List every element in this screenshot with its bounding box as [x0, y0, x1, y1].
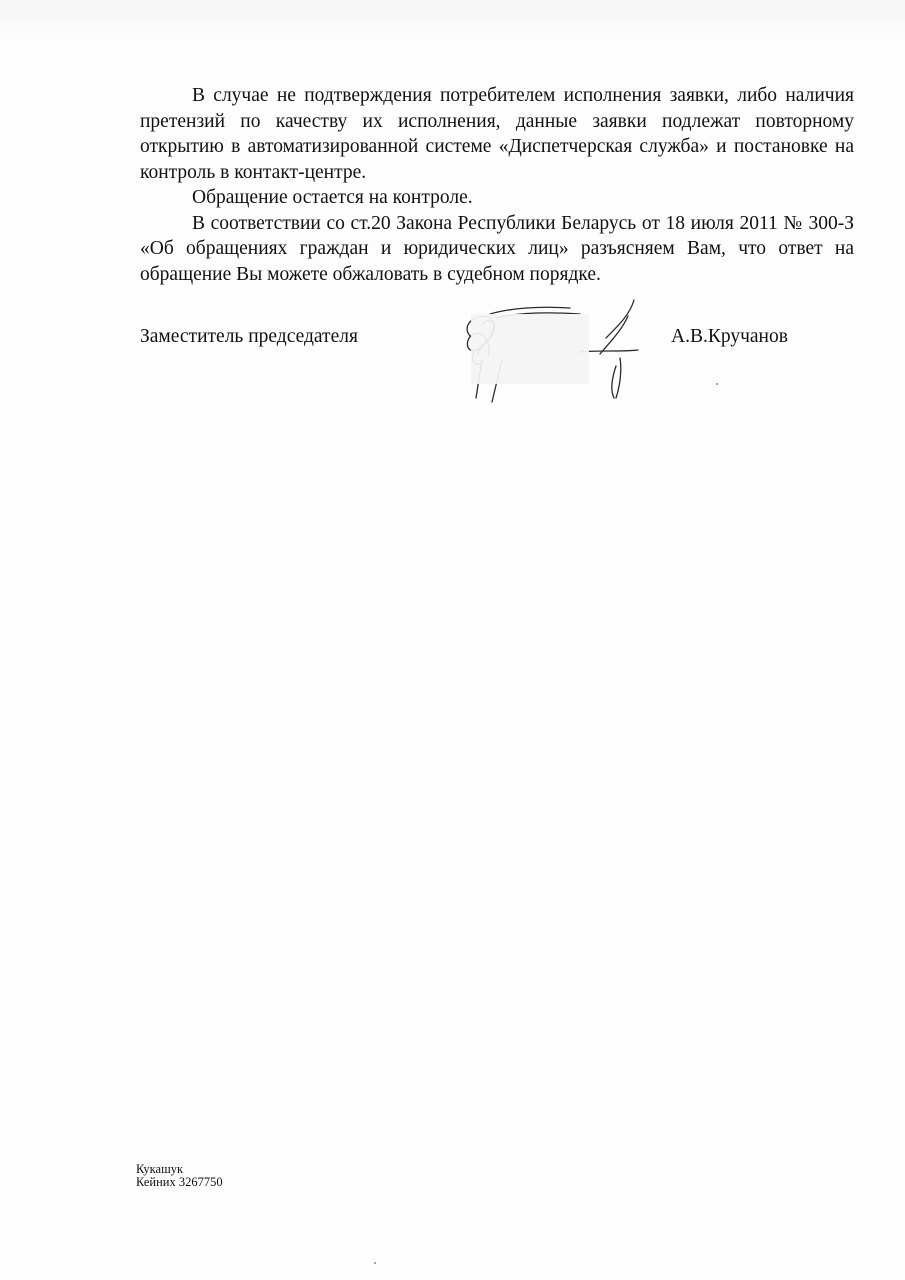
paragraph-appeal-rights: В соответствии со ст.20 Закона Республики Беларусь от 18 июля 2011 № 300-З «Об обращениях граждан и юридических лиц» разъясняем Вам, что ответ на обращение Вы можете обжаловать в судебном порядке. [140, 212, 854, 285]
signatory-name: А.В.Кручанов [671, 326, 788, 347]
letter-body [140, 83, 854, 287]
executor-name: Кукашук [136, 1162, 184, 1176]
paragraph-under-control: Обращение остается на контроле. [192, 187, 473, 208]
scan-speck [716, 383, 718, 385]
signature-block [140, 326, 860, 416]
scan-shading [0, 0, 905, 40]
signatory-position: Заместитель председателя [140, 326, 358, 347]
executor-footer [136, 1163, 223, 1189]
executor-phone: Кейних 3267750 [136, 1175, 223, 1189]
scan-speck [374, 1262, 376, 1264]
paragraph-reopen-requests: В случае не подтверждения потребителем исполнения заявки, либо наличия претензий по качеству их исполнения, данные заявки подлежат повторному открытию в автоматизированной системе «Диспетчерская служба» и постановке на контроль в контакт-центре. [140, 85, 854, 183]
signature-redaction [471, 314, 589, 384]
